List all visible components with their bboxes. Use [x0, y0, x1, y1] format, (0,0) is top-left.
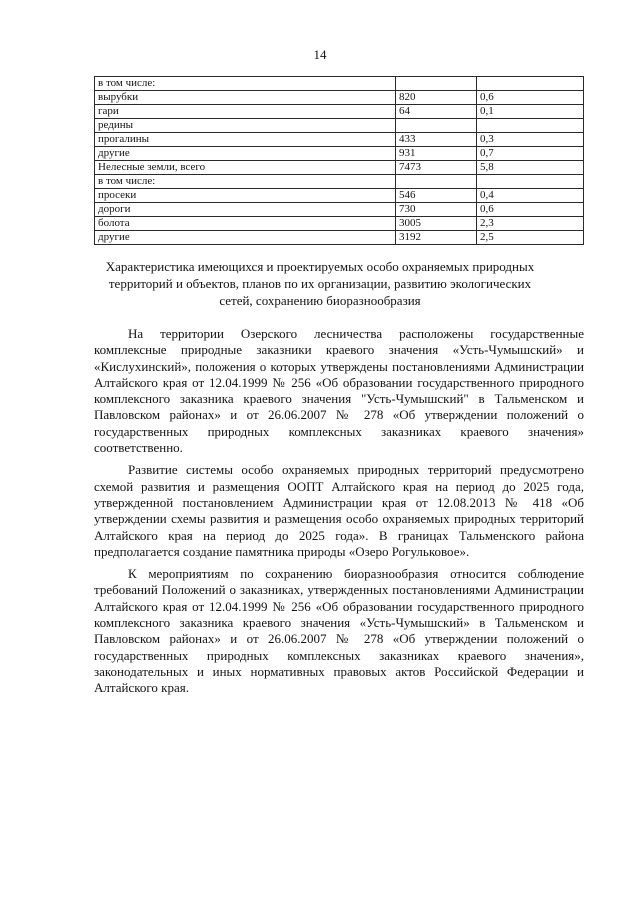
row-percent-cell — [477, 175, 584, 189]
row-label-cell: дороги — [95, 203, 396, 217]
row-percent-cell: 0,6 — [477, 91, 584, 105]
row-label-cell: в том числе: — [95, 175, 396, 189]
row-label-cell: прогалины — [95, 133, 396, 147]
table-row — [95, 231, 584, 245]
row-area-cell: 730 — [396, 203, 477, 217]
row-percent-cell: 0,3 — [477, 133, 584, 147]
land-category-table — [94, 76, 584, 245]
row-area-cell: 931 — [396, 147, 477, 161]
row-area-cell: 3192 — [396, 231, 477, 245]
row-area-cell — [396, 119, 477, 133]
row-label-cell: вырубки — [95, 91, 396, 105]
table-row — [95, 161, 584, 175]
row-label-cell: в том числе: — [95, 77, 396, 91]
table-row — [95, 147, 584, 161]
paragraph-3: К мероприятиям по сохранению биоразнообразия относится соблюдение требований Положений о заказниках, утвержденных постановлениями Администрации Алтайского края от 12.04.1999 № 256 «Об образовании государственного природного комплексного заказника краевого значения «Усть-Чумышский» в Тальменском и Павловском районах» и от 26.06.2007 № 278 «Об утверждении положений о государственных природных комплексных заказниках краевого значения», законодательных и иных нормативных правовых актов Российской Федерации и Алтайского края. — [94, 566, 584, 696]
row-area-cell: 820 — [396, 91, 477, 105]
row-percent-cell: 2,5 — [477, 231, 584, 245]
table-row — [95, 105, 584, 119]
section-heading: Характеристика имеющихся и проектируемых особо охраняемых природных территорий и объектов, планов по их организации, развитию экологических сетей, сохранению биоразнообразия — [105, 259, 535, 308]
row-area-cell: 433 — [396, 133, 477, 147]
row-percent-cell: 2,3 — [477, 217, 584, 231]
paragraph-2: Развитие системы особо охраняемых природных территорий предусмотрено схемой развития и размещения ООПТ Алтайского края на период до 2025 года, утвержденной постановлением Администрации края от 12.08.2013 № 418 «Об утверждении схемы развития и размещения особо охраняемых природных территорий Алтайского края на период до 2025 года». В границах Тальменского района предполагается создание памятника природы «Озеро Рогульковое». — [94, 462, 584, 559]
row-area-cell: 7473 — [396, 161, 477, 175]
row-label-cell: просеки — [95, 189, 396, 203]
body-text — [94, 326, 584, 703]
row-percent-cell — [477, 119, 584, 133]
table-body — [95, 77, 584, 245]
table-row — [95, 91, 584, 105]
row-area-cell: 64 — [396, 105, 477, 119]
row-area-cell: 3005 — [396, 217, 477, 231]
row-area-cell: 546 — [396, 189, 477, 203]
row-label-cell: другие — [95, 231, 396, 245]
page-number: 14 — [313, 47, 327, 62]
table-row — [95, 119, 584, 133]
row-percent-cell: 0,7 — [477, 147, 584, 161]
row-percent-cell: 0,1 — [477, 105, 584, 119]
table-row — [95, 133, 584, 147]
table-row — [95, 77, 584, 91]
row-label-cell: редины — [95, 119, 396, 133]
table-row — [95, 203, 584, 217]
row-percent-cell: 5,8 — [477, 161, 584, 175]
row-percent-cell: 0,4 — [477, 189, 584, 203]
row-area-cell — [396, 175, 477, 189]
table-row — [95, 217, 584, 231]
row-percent-cell: 0,6 — [477, 203, 584, 217]
row-label-cell: болота — [95, 217, 396, 231]
row-label-cell: другие — [95, 147, 396, 161]
row-percent-cell — [477, 77, 584, 91]
table-row — [95, 175, 584, 189]
paragraph-1: На территории Озерского лесничества расположены государственные комплексные природные заказники краевого значения «Усть-Чумышский» и «Кислухинский», положения о которых утверждены постановлениями Администрации Алтайского края от 12.04.1999 № 256 «Об образовании государственного природного комплексного заказника краевого значения "Усть-Чумышский" в Тальменском и Павловском районах» и от 26.06.2007 № 278 «Об утверждении положений о государственных природных комплексных заказниках краевого значения» соответственно. — [94, 326, 584, 456]
row-area-cell — [396, 77, 477, 91]
row-label-cell: гари — [95, 105, 396, 119]
table-row — [95, 189, 584, 203]
row-label-cell: Нелесные земли, всего — [95, 161, 396, 175]
